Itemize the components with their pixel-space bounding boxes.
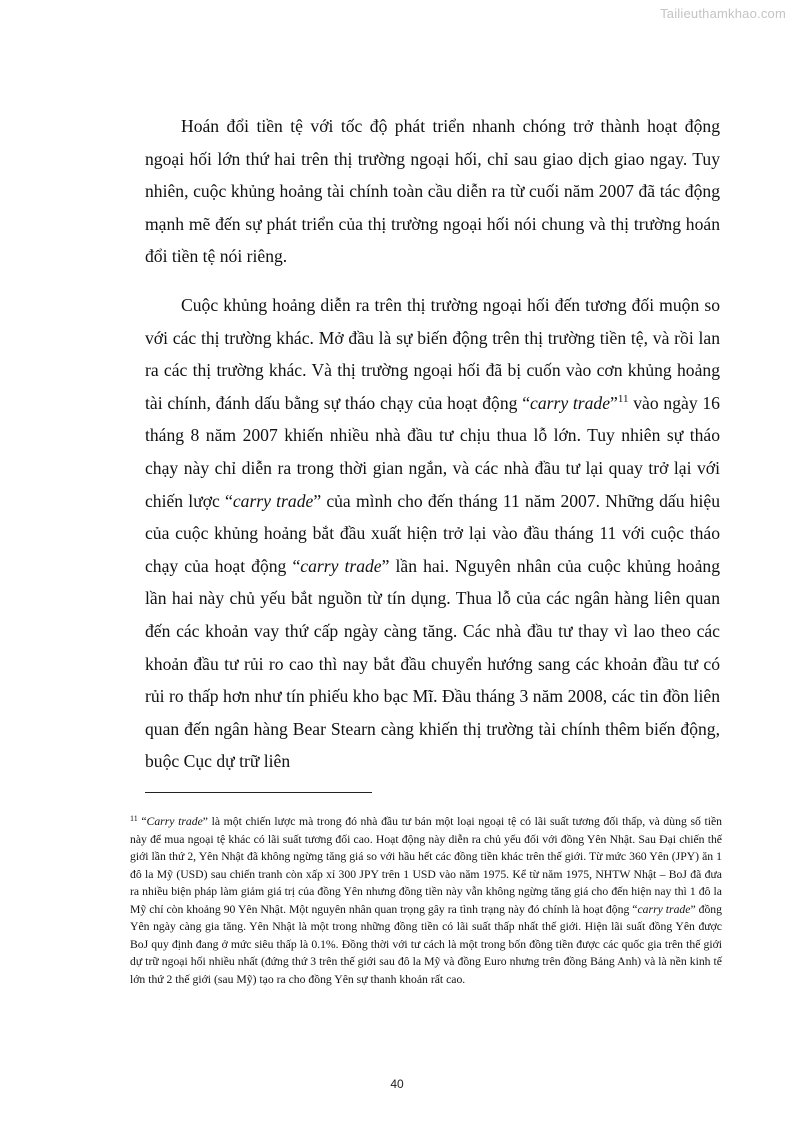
footnote-text-2: ” đồng Yên ngày càng gia tăng. Yên Nhật là một trong những đồng tiền có lãi suất thấp nhất thế giới. Hiện lãi suất đồng Yên được BoJ quy định đang ở mức siêu thấp là 0.1%. Đồng thời với tư cách là một trong bốn đồng tiền được các quốc gia trên thế giới dự trữ ngoại hối nhiều nhất (đứng thứ 3 trên thế giới sau đô la Mỹ và đồng Euro nhưng trên đồng Bảng Anh) và là nền kinh tế lớn thứ 2 thế giới (sau Mỹ) tạo ra cho đồng Yên sự thanh khoản rất cao.	[130, 902, 722, 986]
paragraph-1: Hoán đổi tiền tệ với tốc độ phát triển nhanh chóng trở thành hoạt động ngoại hối lớn thứ hai trên thị trường ngoại hối, chỉ sau giao dịch giao ngay. Tuy nhiên, cuộc khủng hoảng tài chính toàn cầu diễn ra từ cuối năm 2007 đã tác động mạnh mẽ đến sự phát triển của thị trường ngoại hối nói chung và thị trường hoán đổi tiền tệ nói riêng.	[145, 116, 720, 267]
footnote-11	[130, 813, 722, 988]
footnote-reference[interactable]: 11	[617, 392, 629, 405]
carry-trade-term: carry trade	[232, 490, 314, 511]
footnote-number: 11	[130, 814, 138, 823]
paragraph-2-part-1: Cuộc khủng hoảng diễn ra trên thị trường ngoại hối đến tương đối muộn so với các thị trường khác. Mở đầu là sự biến động trên thị trường tiền tệ, và rồi lan ra các thị trường khác. Và thị trường ngoại hối đã bị cuốn vào cơn khủng hoảng tài chính, đánh dấu bằng sự tháo chạy của hoạt động “	[145, 294, 720, 413]
page-number: 40	[390, 1077, 404, 1091]
footnote-text-1: ” là một chiến lược mà trong đó nhà đầu tư bán một loại ngoại tệ có lãi suất tương đối thấp, và dùng số tiền này để mua ngoại tệ khác có lãi suất tương đối cao. Hoạt động này diễn ra chủ yếu đối với đồng Yên Nhật. Sau Đại chiến thế giới lần thứ 2, Yên Nhật đã không ngừng tăng giá so với hầu hết các đồng tiền khác trên thế giới. Từ mức 360 Yên (JPY) ăn 1 đô la Mỹ (USD) sau chiến tranh còn xấp xỉ 300 JPY trên 1 USD vào năm 1975. Kể từ năm 1975, NHTW Nhật – BoJ đã đưa ra nhiều biện pháp làm giảm giá trị của đồng Yên nhưng đồng tiền này vẫn không ngừng tăng giá cho đến hiện nay thì 1 đô la Mỹ chỉ còn khoảng 90 Yên Nhật. Một nguyên nhân quan trọng gây ra tình trạng này đó chính là hoạt động “	[130, 815, 723, 916]
footnote-term: Carry trade	[146, 815, 203, 828]
paragraph-2-part-5: ” lần hai. Nguyên nhân của cuộc khủng hoảng lần hai này chủ yếu bắt nguồn từ tín dụng. Thua lỗ của các ngân hàng liên quan đến các khoản vay thứ cấp ngày càng tăng. Các nhà đầu tư thay vì lao theo các khoản đầu tư rủi ro cao thì nay bắt đầu chuyển hướng sang các khoản đầu tư có rủi ro thấp hơn như tín phiếu kho bạc Mĩ. Đầu tháng 3 năm 2008, các tin đồn liên quan đến ngân hàng Bear Stearn càng khiến thị trường tài chính thêm biến động, buộc Cục dự trữ liên	[145, 555, 720, 772]
paragraph-2-part-2: ”	[610, 392, 618, 413]
carry-trade-term: carry trade	[530, 392, 611, 413]
paragraph-2-part-3: vào ngày 16 tháng 8 năm 2007 khiến nhiều nhà đầu tư chịu thua lỗ lớn. Tuy nhiên sự tháo chạy này chỉ diễn ra trong thời gian ngắn, và các nhà đầu tư lại quay trở lại với chiến lược “	[145, 392, 720, 511]
main-text	[145, 110, 720, 778]
footnote-separator	[145, 792, 372, 793]
paragraph-2-part-4: ” của mình cho đến tháng 11 năm 2007. Những dấu hiệu của cuộc khủng hoảng bắt đầu xuất hiện trở lại vào đầu tháng 11 với cuộc tháo chạy của hoạt động “	[145, 490, 720, 576]
footnote-open-quote: “	[137, 815, 147, 828]
carry-trade-term: carry trade	[300, 555, 382, 576]
footnote-term: carry trade	[637, 902, 691, 916]
paragraph-2	[145, 289, 720, 778]
watermark: Tailieuthamkhao.com	[660, 6, 786, 21]
